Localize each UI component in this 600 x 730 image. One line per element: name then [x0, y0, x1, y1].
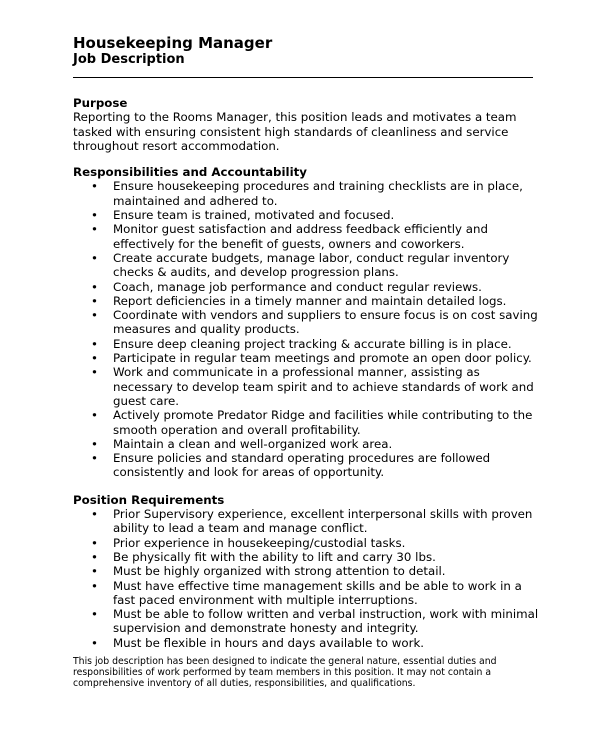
document-body: [73, 96, 543, 650]
document-title: Housekeeping Manager: [73, 34, 273, 52]
bullet-icon: •: [91, 365, 98, 380]
list-item-text: Work and communicate in a professional manner, assisting as necessary to develop team spirit and to achieve standards of work and guest care.: [113, 365, 534, 408]
list-item-text: Ensure policies and standard operating procedures are followed consistently and look for areas of opportunity.: [113, 451, 491, 480]
list-item: [73, 437, 543, 451]
bullet-icon: •: [91, 293, 98, 308]
list-item: [73, 308, 543, 337]
title-divider: [73, 77, 533, 78]
list-item: [73, 280, 543, 294]
list-item-text: Report deficiencies in a timely manner and maintain detailed logs.: [113, 293, 507, 308]
list-item-text: Ensure team is trained, motivated and focused.: [113, 208, 395, 223]
list-item-text: Coach, manage job performance and conduct regular reviews.: [113, 279, 482, 294]
list-item-text: Ensure housekeeping procedures and training checklists are in place, maintained and adhered to.: [113, 179, 523, 208]
list-item: [73, 179, 543, 208]
requirements-list: [73, 507, 543, 650]
bullet-icon: •: [91, 635, 98, 650]
list-item-text: Must be able to follow written and verbal instruction, work with minimal supervision and demonstrate honesty and integrity.: [113, 607, 539, 636]
list-item: [73, 294, 543, 308]
responsibilities-heading: Responsibilities and Accountability: [73, 165, 307, 180]
list-item: [73, 579, 543, 608]
bullet-icon: •: [91, 578, 98, 593]
list-item-text: Monitor guest satisfaction and address feedback efficiently and effectively for the benefit of guests, owners and coworkers.: [113, 222, 488, 251]
bullet-icon: •: [91, 179, 98, 194]
list-item-text: Prior experience in housekeeping/custodial tasks.: [113, 535, 406, 550]
document-subtitle: Job Description: [73, 52, 185, 67]
list-item-text: Participate in regular team meetings and promote an open door policy.: [113, 351, 532, 366]
list-item: [73, 337, 543, 351]
list-item-text: Ensure deep cleaning project tracking & accurate billing is in place.: [113, 336, 512, 351]
disclaimer-footer: This job description has been designed to indicate the general nature, essential duties and responsibilities of work performed by team members in this position. It may not contain a comprehensive inventory of all duties, responsibilities, and qualifications.: [73, 656, 497, 690]
list-item-text: Create accurate budgets, manage labor, conduct regular inventory checks & audits, and develop progression plans.: [113, 250, 510, 280]
bullet-icon: •: [91, 535, 98, 550]
purpose-heading: Purpose: [73, 96, 128, 110]
bullet-icon: •: [91, 436, 98, 451]
list-item: [73, 636, 543, 650]
list-item-text: Maintain a clean and well-organized work area.: [113, 436, 393, 451]
list-item: [73, 408, 543, 437]
purpose-text: Reporting to the Rooms Manager, this position leads and motivates a team tasked with ensuring consistent high standards of cleanliness and service throughout resort accommodation.: [73, 110, 517, 153]
list-item: [73, 251, 543, 280]
responsibilities-list: [73, 179, 543, 479]
bullet-icon: •: [91, 250, 98, 265]
bullet-icon: •: [91, 308, 98, 323]
bullet-icon: •: [91, 351, 98, 366]
bullet-icon: •: [91, 549, 98, 564]
list-item: [73, 365, 543, 408]
bullet-icon: •: [91, 279, 98, 294]
list-item: [73, 607, 543, 636]
list-item: [73, 507, 543, 536]
list-item-text: Actively promote Predator Ridge and facilities while contributing to the smooth operation and overall profitability.: [113, 408, 533, 437]
list-item: [73, 536, 543, 550]
list-item-text: Must be flexible in hours and days available to work.: [113, 635, 425, 650]
bullet-icon: •: [91, 564, 98, 579]
list-item: [73, 451, 543, 480]
list-item-text: Must be highly organized with strong attention to detail.: [113, 564, 446, 579]
list-item: [73, 564, 543, 578]
bullet-icon: •: [91, 336, 98, 351]
list-item-text: Must have effective time management skills and be able to work in a fast paced environment with multiple interruptions.: [113, 578, 522, 607]
bullet-icon: •: [91, 408, 98, 423]
bullet-icon: •: [91, 208, 98, 223]
bullet-icon: •: [91, 451, 98, 466]
list-item-text: Coordinate with vendors and suppliers to ensure focus is on cost saving measures and quality products.: [113, 308, 538, 337]
list-item: [73, 550, 543, 564]
list-item-text: Be physically fit with the ability to lift and carry 30 lbs.: [113, 549, 436, 564]
list-item: [73, 351, 543, 365]
bullet-icon: •: [91, 222, 98, 237]
list-item-text: Prior Supervisory experience, excellent interpersonal skills with proven ability to lead a team and manage conflict.: [113, 507, 533, 536]
list-item: [73, 208, 543, 222]
bullet-icon: •: [91, 607, 98, 622]
bullet-icon: •: [91, 507, 98, 522]
list-item: [73, 222, 543, 251]
requirements-heading: Position Requirements: [73, 492, 225, 507]
